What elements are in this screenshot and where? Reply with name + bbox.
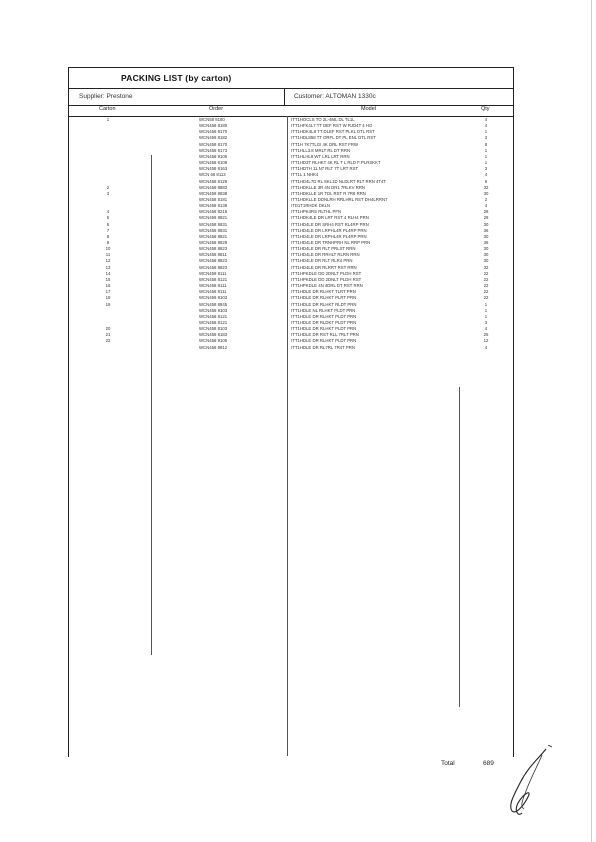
cell-order: WCN458 8883 xyxy=(199,184,228,190)
cell-model: ITT1HD4L7D RL SKL1D NLDLRT RLT RRN 4T4T xyxy=(291,178,387,184)
cell-order: WCN458 8121 xyxy=(199,276,228,282)
cell-qty: 6 xyxy=(484,178,488,184)
table-row xyxy=(69,345,513,351)
cell-model: ITT1HDLE DR RLHKT PLRT PRN xyxy=(291,295,357,301)
cell-carton: 20 xyxy=(105,326,111,332)
cell-carton: 22 xyxy=(105,338,111,344)
cell-carton: 19 xyxy=(105,301,111,307)
cell-model: ITT1HD4LE DR RLRRT RST RRN xyxy=(291,264,357,270)
cell-model: ITT1HDKLLE 1R TDL RST R 7R8 RRN xyxy=(291,190,366,196)
cell-qty: 30 xyxy=(483,233,489,239)
info-separator xyxy=(284,89,285,105)
total-value: 689 xyxy=(483,760,494,767)
cell-carton: 10 xyxy=(105,246,111,252)
cell-qty: 30 xyxy=(483,190,489,196)
cell-carton: 12 xyxy=(105,258,111,264)
cell-order: WCN458 8138 xyxy=(199,203,228,209)
cell-qty: 1 xyxy=(484,129,488,135)
cell-carton: 17 xyxy=(105,289,111,295)
cell-model: ITT1HD4LE DR LRPHL4R PL4RP PRN xyxy=(291,227,367,233)
cell-qty: 3 xyxy=(484,135,488,141)
cell-qty: 1 xyxy=(484,313,488,319)
cell-model: ITT1H 7K7TLGI 4K DRL RST FRW xyxy=(291,141,359,147)
cell-order: WCN458 8173 xyxy=(199,147,228,153)
title-band xyxy=(69,67,513,89)
cell-qty: 30 xyxy=(483,252,489,258)
cell-qty: 22 xyxy=(483,289,489,295)
cell-carton: 18 xyxy=(105,295,111,301)
cell-qty: 30 xyxy=(483,246,489,252)
column-header-carton: Carton xyxy=(99,106,116,112)
cell-qty: 4 xyxy=(484,203,488,209)
cell-order: WCN458 8105 xyxy=(199,338,228,344)
cell-qty: 1 xyxy=(484,301,488,307)
cell-qty: 4 xyxy=(484,172,488,178)
cell-model: ITT1HD3T RLHKT 4K RL T L RLD F PLRSKKT xyxy=(291,160,381,166)
cell-order: WCN458 8821 xyxy=(199,215,228,221)
cell-qty: 22 xyxy=(483,270,489,276)
cell-qty: 8 xyxy=(484,141,488,147)
cell-order: WCN458 8106 xyxy=(199,153,228,159)
cell-model: ITT1HPK4RS RLTHL PFN xyxy=(291,209,342,215)
cell-model: ITT1HDKLLE 3R 4N DR1 7RLKV RRN xyxy=(291,184,366,190)
column-header-model: Model xyxy=(361,106,376,112)
cell-model: ITD1T1RHDK DKLN xyxy=(291,203,331,209)
cell-carton: 15 xyxy=(105,276,111,282)
cell-qty: 12 xyxy=(483,338,489,344)
customer-field: Customer: ALTOMAN 1330c xyxy=(294,93,376,100)
cell-model: ITT1HDLE NL RLHKT PLDT PRN xyxy=(291,307,356,313)
cell-order: WCN458 8831 xyxy=(199,227,228,233)
cell-order: WCN458 8163 xyxy=(199,166,228,172)
cell-qty: 28 xyxy=(483,215,489,221)
cell-carton: 3 xyxy=(106,190,110,196)
cell-model: ITT1HDK4L8 TT DLEF RST PLKL DTL RST xyxy=(291,129,375,135)
cell-model: ITT1HLL3.8 MRLT RL DT RRN xyxy=(291,147,351,153)
cell-order: WCN458 8170 xyxy=(199,129,228,135)
cell-carton: 21 xyxy=(105,332,111,338)
cell-qty: 22 xyxy=(483,283,489,289)
cell-order: WCN458 8183 xyxy=(199,332,228,338)
cell-carton: 1 xyxy=(106,117,110,122)
cell-order: WCN458 8121 xyxy=(199,319,228,325)
packing-list-sheet xyxy=(68,67,514,757)
cell-model: ITT1HDLE DR RLHKT PLDT PRN xyxy=(291,313,357,319)
cell-qty: 36 xyxy=(483,240,489,245)
cell-model: ITT1HD4LE DR SRH4 RST RL4RP PRN xyxy=(291,221,369,227)
column-header-qty: Qty xyxy=(481,106,490,112)
page-edge xyxy=(591,0,592,842)
cell-qty: 2 xyxy=(484,196,488,202)
cell-order: WCN58 8180 xyxy=(199,117,225,122)
cell-qty: 3 xyxy=(484,319,488,325)
cell-order: WCN458 8215 xyxy=(199,209,228,215)
cell-order: WCN458 8845 xyxy=(199,301,228,307)
cell-qty: 1 xyxy=(484,153,488,159)
cell-order: WCN458 8109 xyxy=(199,160,228,166)
cell-order: WCN458 8831 xyxy=(199,221,228,227)
cell-carton: 11 xyxy=(105,252,111,258)
info-band xyxy=(69,88,513,106)
cell-model: ITT1HOCLS TO 2L-4ML DL TL1L xyxy=(291,117,355,122)
cell-model: ITT1HDLE DR RLHKT PLDT PRN xyxy=(291,326,357,332)
cell-order: WCN458 8103 xyxy=(199,307,228,313)
cell-model: ITT1HDK4LE DR LRT RST 4 RLH4 PRN xyxy=(291,215,369,221)
cell-carton: 13 xyxy=(105,264,111,270)
cell-order: WCN458 8181 xyxy=(199,196,228,202)
cell-model: ITT1HDLE DR RLHKT TLRT PRN xyxy=(291,289,356,295)
cell-model: ITT1HPKDLE DD 2DNLT PLDH RST xyxy=(291,270,362,276)
cell-model: ITT1HLHL8 WT LRL LRT RRN xyxy=(291,153,350,159)
cell-qty: 4 xyxy=(484,344,488,350)
cell-model: ITT1HD4LE DR LRPHL4R PL4RP PRN xyxy=(291,233,367,239)
cell-carton: 2 xyxy=(106,184,110,190)
cell-qty: 3 xyxy=(484,166,488,172)
table-header xyxy=(69,106,513,117)
cell-model: ITT1HD4LE DR RLT PRLST RRN xyxy=(291,246,356,252)
cell-model: ITT1HDLE DR RLHKT PLDT PRN xyxy=(291,338,357,344)
cell-order: WCN458 8111 xyxy=(199,289,227,295)
cell-model: ITT1HD4LE DR RRHLT RLRN RRN xyxy=(291,252,360,258)
cell-order: WCN458 8129 xyxy=(199,178,228,184)
cell-qty: 4 xyxy=(484,326,488,332)
cell-carton: 4 xyxy=(106,209,110,215)
cell-qty: 1 xyxy=(484,307,488,313)
cell-carton: 6 xyxy=(106,221,110,227)
cell-order: WCN458 8823 xyxy=(199,264,228,270)
cell-order: WCN458 8121 xyxy=(199,313,228,319)
cell-order: WCN458 8811 xyxy=(199,252,227,258)
cell-carton: 8 xyxy=(106,233,110,239)
cell-qty: 22 xyxy=(483,295,489,301)
cell-model: ITT1HPKDLE 4N 4DRL DT RST RRN xyxy=(291,283,363,289)
cell-order: WCN458 8111 xyxy=(199,270,227,276)
cell-model: ITT1HDLE DR RLDKT PLDT PRN xyxy=(291,319,357,325)
cell-model: ITT1HDLE DR RST RLL 7RLT PRN xyxy=(291,332,359,338)
cell-qty: 25 xyxy=(483,332,489,338)
cell-order: WCN458 8823 xyxy=(199,246,228,252)
cell-model: ITT1HDKLLE DDNLRH RRLHRL RST DH4LRRN7 xyxy=(291,196,388,202)
supplier-field: Supplier: Prestone xyxy=(79,93,133,100)
cell-qty: 30 xyxy=(483,258,489,264)
cell-order: WCN458 8823 xyxy=(199,258,228,264)
cell-qty: 28 xyxy=(483,209,489,215)
cell-model: ITT1L 1 NHK4 xyxy=(291,172,319,178)
cell-order: WCN458 8838 xyxy=(199,190,228,196)
cell-qty: 4 xyxy=(484,117,488,122)
cell-qty: 4 xyxy=(484,123,488,129)
cell-qty: 36 xyxy=(483,227,489,233)
cell-qty: 22 xyxy=(483,276,489,282)
cell-qty: 30 xyxy=(483,221,489,227)
handwritten-signature xyxy=(498,745,558,825)
cell-model: ITT1HPKDLE DD 2DNLT PLDH RST xyxy=(291,276,362,282)
cell-order: WCN458 8170 xyxy=(199,141,228,147)
cell-order: WCN458 8111 xyxy=(199,283,227,289)
cell-model: ITT1HDTH 11.N7 RLT 7T LRT RST xyxy=(291,166,359,172)
cell-model: ITT1HDL858 TT ORFL DT PL ENL DTL RST xyxy=(291,135,376,141)
cell-carton: 5 xyxy=(106,215,110,221)
cell-order: WCN458 8103 xyxy=(199,295,228,301)
column-header-order: Order xyxy=(209,106,224,112)
cell-qty: 1 xyxy=(484,147,488,153)
cell-model: ITT1HDLE DR RLHKT RLDT PRN xyxy=(291,301,357,307)
cell-carton: 9 xyxy=(106,240,110,245)
cell-model: ITT1HFK4L7 TT DEF RST W RJD4T 4 HO xyxy=(291,123,373,129)
cell-model: ITT1HD4LE DR RLT RLR4 PRN xyxy=(291,258,353,264)
document-title: PACKING LIST (by carton) xyxy=(121,73,232,83)
cell-order: WCN458 8829 xyxy=(199,240,228,245)
cell-carton: 14 xyxy=(105,270,111,276)
total-label: Total xyxy=(441,760,455,767)
cell-qty: 32 xyxy=(483,184,489,190)
column-divider-model xyxy=(459,387,460,707)
cell-qty: 1 xyxy=(484,160,488,166)
cell-model: ITT1HDLE DR RL7RL 7R4T PRN xyxy=(291,344,355,350)
cell-order: WCN458 8180 xyxy=(199,123,228,129)
cell-order: WCN458 8182 xyxy=(199,135,228,141)
cell-order: WCN458 8821 xyxy=(199,233,228,239)
cell-order: WCN458 8812 xyxy=(199,344,228,350)
cell-order: WCN 66 8113 xyxy=(199,172,226,178)
cell-model: ITT1HD4LE DR TRNHPRH NL RRP PRN xyxy=(291,240,371,245)
cell-order: WCN458 8103 xyxy=(199,326,228,332)
cell-qty: 32 xyxy=(483,264,489,270)
cell-carton: 16 xyxy=(105,283,111,289)
cell-carton: 7 xyxy=(106,227,110,233)
